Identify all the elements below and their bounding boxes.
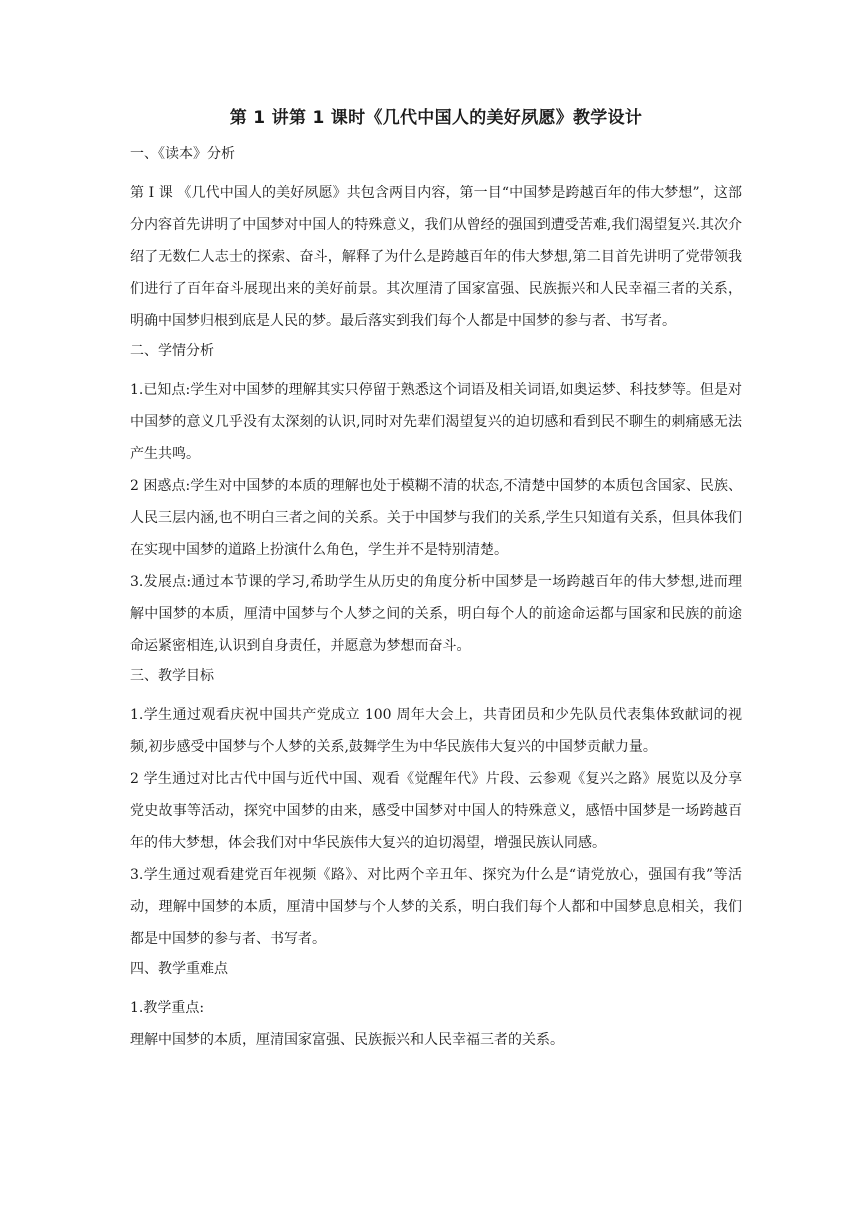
paragraph-known-point: 1.已知点:学生对中国梦的理解其实只停留于熟悉这个词语及相关词语,如奥运梦、科技梦等。但是对中国梦的意义几乎没有太深刻的认识,同时对先辈们渴望复兴的迫切感和看到民不聊生的刺痛感无法产生共鸣。 — [130, 382, 742, 462]
document-page — [130, 106, 742, 1056]
document-title: 第 1 讲第 1 课时《几代中国人的美好夙愿》教学设计 — [229, 108, 643, 128]
section-heading-key-points: 四、教学重难点 — [130, 961, 228, 977]
paragraph-goal-2: 2 学生通过对比古代中国与近代中国、观看《觉醒年代》片段、云参观《复兴之路》展览以及分享党史故事等活动，探究中国梦的由来，感受中国梦对中国人的特殊意义，感悟中国梦是一场跨越百年的伟大梦想，体会我们对中华民族伟大复兴的迫切渴望，增强民族认同感。 — [130, 771, 742, 851]
paragraph-development-point: 3.发展点:通过本节课的学习,希助学生从历史的角度分析中国梦是一场跨越百年的伟大梦想,进而理解中国梦的本质，厘清中国梦与个人梦之间的关系，明白每个人的前途命运都与国家和民族的前途命运紧密相连,认识到自身责任，并愿意为梦想而奋斗。 — [130, 574, 742, 654]
paragraph-key-point-label: 1.教学重点: — [130, 1000, 205, 1016]
section-heading-student-analysis: 二、学情分析 — [130, 343, 214, 359]
section-heading-teaching-goals: 三、教学目标 — [130, 668, 214, 684]
paragraph-goal-3: 3.学生通过观看建党百年视频《路》、对比两个辛丑年、探究为什么是“请党放心，强国有我”等活动，理解中国梦的本质，厘清中国梦与个人梦的关系，明白我们每个人都和中国梦息息相关，我们都是中国梦的参与者、书写者。 — [130, 867, 742, 947]
paragraph-confusion-point: 2 困惑点:学生对中国梦的本质的理解也处于模糊不清的状态,不清楚中国梦的本质包含国家、民族、人民三层内涵,也不明白三者之间的关系。关于中国梦与我们的关系,学生只知道有关系，但具体我们在实现中国梦的道路上扮演什么角色，学生并不是特别清楚。 — [130, 478, 742, 558]
section-heading-reader-analysis: 一、《读本》分析 — [130, 146, 235, 162]
paragraph-goal-1: 1.学生通过观看庆祝中国共产党成立 100 周年大会上，共青团员和少先队员代表集体致献词的视频,初步感受中国梦与个人梦的关系,鼓舞学生为中华民族伟大复兴的中国梦贡献力量。 — [130, 707, 742, 755]
paragraph-key-point-content: 理解中国梦的本质，厘清国家富强、民族振兴和人民幸福三者的关系。 — [130, 1032, 564, 1048]
paragraph-reader-analysis: 第 I 课 《几代中国人的美好夙愿》共包含两目内容，第一目“中国梦是跨越百年的伟大梦想”，这部分内容首先讲明了中国梦对中国人的特殊意义，我们从曾经的强国到遭受苦难,我们渴望复兴.其次介绍了无数仁人志士的探索、奋斗，解释了为什么是跨越百年的伟大梦想,第二目首先讲明了党带领我们进行了百年奋斗展现出来的美好前景。其次厘清了国家富强、民族振兴和人民幸福三者的关系，明确中国梦归根到底是人民的梦。最后落实到我们每个人都是中国梦的参与者、书写者。 — [130, 185, 742, 329]
